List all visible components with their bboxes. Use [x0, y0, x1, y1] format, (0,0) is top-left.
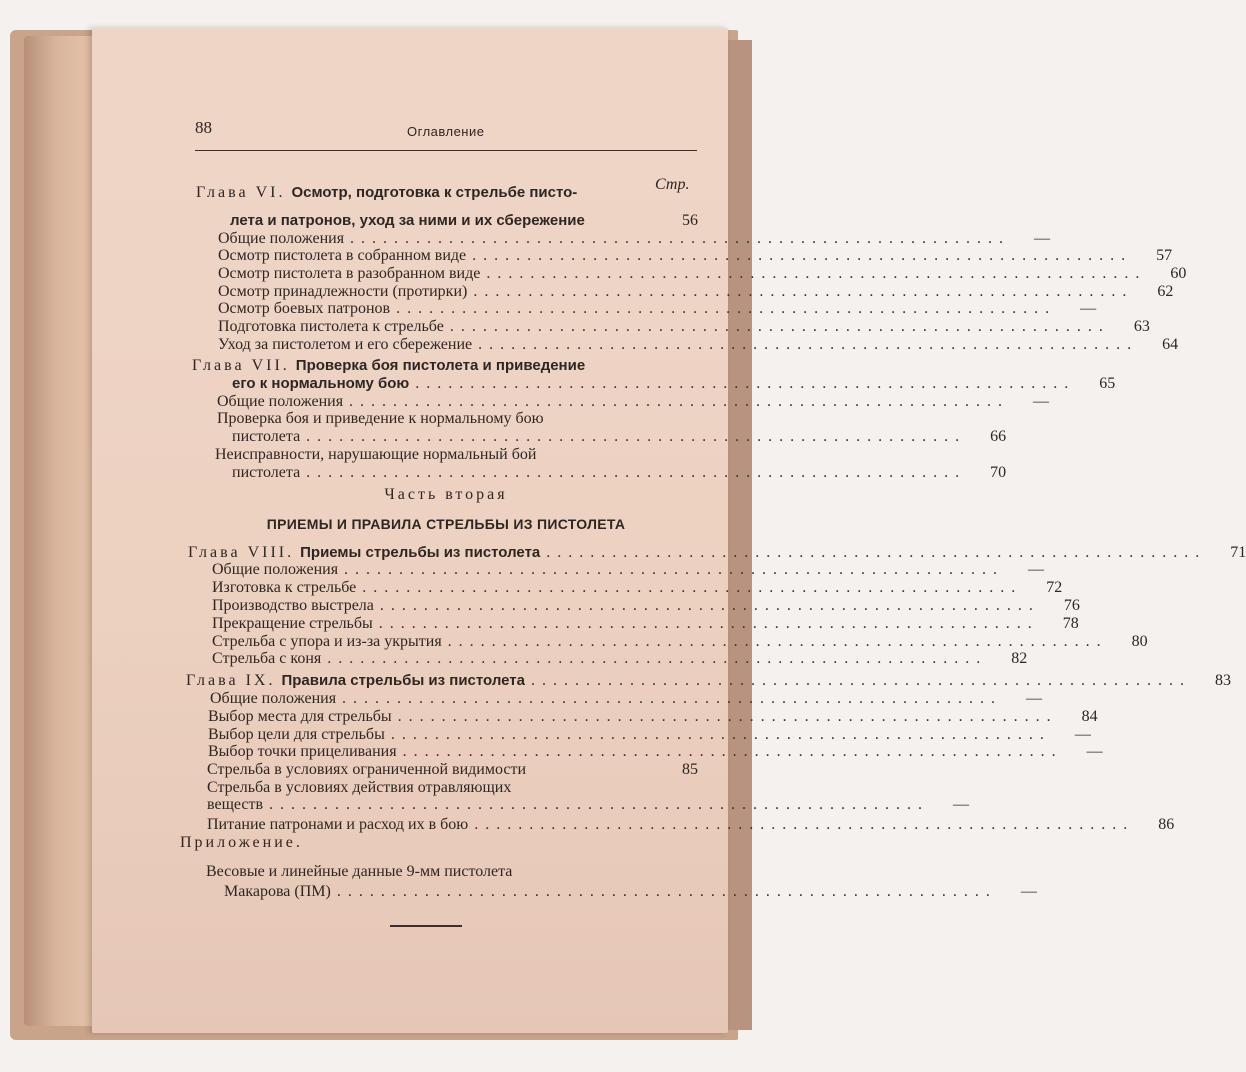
page-column-label: Стр. [655, 176, 690, 193]
page-ref: — [1026, 690, 1043, 707]
toc-entry [212, 615, 1079, 633]
toc-entry [208, 708, 1098, 726]
page-ref: 60 [1170, 265, 1187, 282]
section-title: Общие положения [218, 230, 345, 247]
section-title: Неисправности, нарушающие нормальный бой [215, 446, 537, 463]
section-title: Макарова (ПМ) [224, 883, 331, 900]
dot-leader: ............................................................ [415, 375, 1076, 392]
dot-leader: ............................................................ [327, 650, 988, 667]
page-ref: 78 [1062, 615, 1079, 632]
page-ref: 76 [1063, 597, 1080, 614]
toc-entry [224, 883, 1037, 901]
page-ref: 65 [1099, 375, 1116, 392]
toc-entry [218, 247, 1173, 265]
page-ref: 70 [990, 464, 1007, 481]
page-number: 88 [195, 118, 212, 137]
section-title: Изготовка к стрельбе [212, 579, 357, 596]
dot-leader: ............................................................ [449, 318, 1110, 335]
toc-entry [215, 446, 698, 464]
page-ref: — [1074, 726, 1091, 743]
toc-entry [218, 336, 1179, 354]
page-ref: — [1028, 561, 1045, 578]
section-title: Выбор места для стрельбы [208, 708, 392, 725]
dot-leader: ............................................................ [473, 283, 1134, 300]
section-title: Осмотр пистолета в разобранном виде [218, 265, 481, 282]
dot-leader: ............................................................ [474, 816, 1135, 833]
toc-entry [212, 561, 1045, 579]
section-title: пистолета [232, 428, 301, 445]
page-ref: — [1020, 883, 1037, 900]
toc-entry [196, 184, 698, 202]
dot-leader: ............................................................ [342, 690, 1003, 707]
toc-entry [207, 816, 1175, 834]
page-ref: — [1034, 230, 1051, 247]
chapter-number: Глава VII. [192, 357, 290, 374]
section-title: Прекращение стрельбы [212, 615, 373, 632]
toc-entry [192, 357, 698, 375]
toc-entry [232, 428, 1007, 446]
chapter-title: Осмотр, подготовка к стрельбе писто- [291, 184, 578, 201]
chapter-number: Глава VIII. [188, 544, 295, 561]
dot-leader: ............................................................ [546, 544, 1207, 561]
dot-leader: ............................................................ [531, 672, 1191, 689]
dot-leader: ............................................................ [447, 633, 1108, 650]
dot-leader: ............................................................ [362, 579, 1023, 596]
chapter-title: Приемы стрельбы из пистолета [300, 544, 541, 561]
next-page-edge [728, 40, 752, 1030]
section-title: Стрельба в условиях ограниченной видимости [207, 761, 527, 778]
toc-entry [212, 597, 1080, 615]
page-ref: 80 [1131, 633, 1148, 650]
dot-leader: ............................................................ [478, 336, 1139, 353]
page-ref: — [1086, 743, 1103, 760]
toc-entry [208, 726, 1091, 744]
dot-leader: ............................................................ [350, 230, 1011, 247]
page-ref: 82 [1011, 650, 1028, 667]
page-ref: 56 [682, 212, 698, 229]
page-ref: 57 [1156, 247, 1173, 264]
running-header [195, 114, 697, 151]
page-ref: 85 [682, 761, 698, 778]
dot-leader: ............................................................ [402, 743, 1063, 760]
page-ref: 86 [1158, 816, 1175, 833]
toc-entry [218, 230, 1051, 248]
page-ref: 63 [1133, 318, 1150, 335]
dot-leader: ............................................................ [344, 561, 1005, 578]
toc-entry [188, 544, 1246, 562]
dot-leader: ............................................................ [269, 796, 930, 813]
dot-leader: ............................................................ [397, 708, 1058, 725]
toc-entry [186, 672, 1231, 690]
page-ref: — [1033, 393, 1050, 410]
page-ref: 64 [1162, 336, 1179, 353]
chapter-number: Глава IX. [186, 672, 276, 689]
dot-leader: ............................................................ [390, 726, 1051, 743]
section-title: Весовые и линейные данные 9-мм пистолета [206, 863, 513, 880]
toc-entry [207, 761, 698, 779]
section-title: Стрельба с коня [212, 650, 322, 667]
section-title: Стрельба в условиях действия отравляющих [207, 779, 512, 796]
toc-entry [217, 410, 698, 428]
dot-leader: ............................................................ [336, 883, 997, 900]
dot-leader: ............................................................ [472, 247, 1133, 264]
toc-entry [232, 375, 1116, 393]
page-ref: 71 [1230, 544, 1246, 561]
part-subtitle: ПРИЕМЫ И ПРАВИЛА СТРЕЛЬБЫ ИЗ ПИСТОЛЕТА [266, 516, 626, 532]
section-title: Производство выстрела [212, 597, 374, 614]
chapter-number: Глава VI. [196, 184, 286, 201]
toc-entry [212, 633, 1148, 651]
toc-entry [208, 743, 1103, 761]
section-title: Уход за пистолетом и его сбережение [218, 336, 473, 353]
dot-leader: ............................................................ [306, 464, 967, 481]
section-title: Выбор точки прицеливания [208, 743, 397, 760]
page-ref: — [1080, 300, 1097, 317]
toc-entry [207, 779, 698, 797]
page-ref: — [953, 796, 970, 813]
section-title: Стрельба с упора и из-за укрытия [212, 633, 442, 650]
end-rule [390, 925, 462, 927]
chapter-title: лета и патронов, уход за ними и их сбережение [230, 212, 585, 229]
toc-entry [207, 796, 970, 814]
page-ref: 84 [1081, 708, 1098, 725]
running-title: Оглавление [407, 124, 485, 139]
toc-entry [212, 650, 1028, 668]
section-title: веществ [207, 796, 264, 813]
dot-leader: ............................................................ [349, 393, 1010, 410]
toc-entry [230, 212, 698, 230]
page-ref: 66 [990, 428, 1007, 445]
page-ref: 72 [1046, 579, 1063, 596]
page-ref: 62 [1157, 283, 1174, 300]
chapter-title: его к нормальному бою [232, 375, 410, 392]
section-title: Осмотр пистолета в собранном виде [218, 247, 467, 264]
toc-entry [218, 283, 1174, 301]
section-title: пистолета [232, 464, 301, 481]
section-title: Общие положения [212, 561, 339, 578]
page-ref: 83 [1215, 672, 1231, 689]
part-title: Часть вторая [384, 486, 508, 503]
section-title: Осмотр принадлежности (протирки) [218, 283, 468, 300]
toc-entry [217, 393, 1050, 411]
toc-entry [206, 863, 698, 881]
section-title: Общие положения [210, 690, 337, 707]
dot-leader: ............................................................ [379, 597, 1040, 614]
section-title: Подготовка пистолета к стрельбе [218, 318, 444, 335]
toc-entry [218, 318, 1150, 336]
chapter-title: Правила стрельбы из пистолета [281, 672, 525, 689]
section-title: Общие положения [217, 393, 344, 410]
section-title: Выбор цели для стрельбы [208, 726, 385, 743]
section-title: Осмотр боевых патронов [218, 300, 391, 317]
appendix-title: Приложение. [180, 834, 303, 851]
toc-entry [212, 579, 1063, 597]
toc-entry [218, 265, 1187, 283]
chapter-title: Проверка боя пистолета и приведение [295, 357, 586, 374]
toc-entry [210, 690, 1043, 708]
dot-leader: ............................................................ [486, 265, 1147, 282]
section-title: Питание патронами и расход их в бою [207, 816, 469, 833]
toc-entry [232, 464, 1007, 482]
section-title: Проверка боя и приведение к нормальному бою [217, 410, 544, 427]
dot-leader: ............................................................ [378, 615, 1039, 632]
dot-leader: ............................................................ [306, 428, 967, 445]
dot-leader: ............................................................ [396, 300, 1057, 317]
toc-entry [218, 300, 1097, 318]
